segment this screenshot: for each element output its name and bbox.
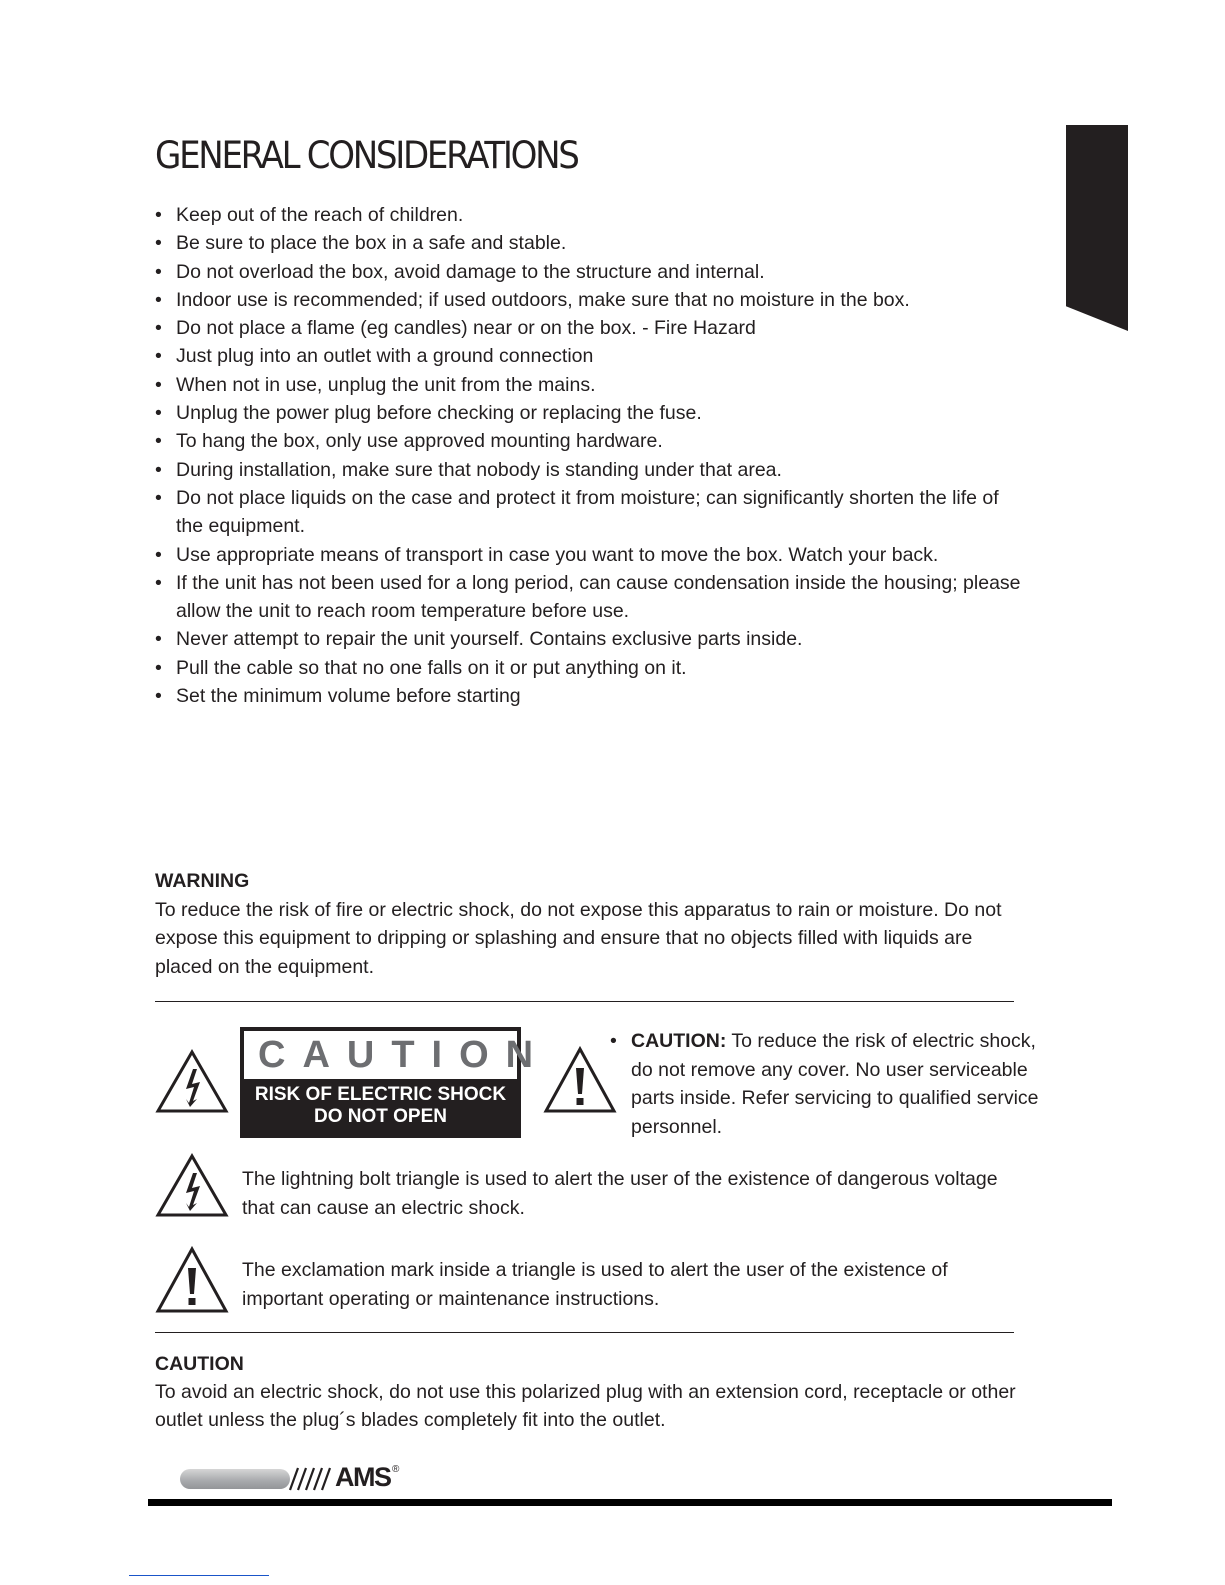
divider bbox=[155, 1332, 1014, 1333]
warning-heading: WARNING bbox=[155, 870, 250, 892]
caution-note bbox=[610, 1027, 1051, 1141]
list-item: • When not in use, unplug the unit from the mains. bbox=[155, 371, 1025, 399]
registered-mark: ® bbox=[392, 1464, 400, 1475]
lightning-warning-icon bbox=[155, 1153, 229, 1218]
list-item: • Unplug the power plug before checking or replacing the fuse. bbox=[155, 399, 1025, 427]
caution-label-title: CAUTION bbox=[244, 1031, 517, 1079]
caution-label bbox=[240, 1027, 551, 1138]
list-item: • Never attempt to repair the unit yourself. Contains exclusive parts inside. bbox=[155, 625, 1025, 653]
exclamation-warning-icon bbox=[543, 1046, 617, 1114]
caution-text: To avoid an electric shock, do not use this polarized plug with an extension cord, receptacle or other outlet unless the plug´s blades completely fit into the outlet. bbox=[155, 1381, 1016, 1432]
caution-heading: CAUTION bbox=[155, 1353, 244, 1375]
list-item: • Keep out of the reach of children. bbox=[155, 201, 1025, 229]
list-item: • Set the minimum volume before starting bbox=[155, 682, 1025, 710]
page-title: GENERAL CONSIDERATIONS bbox=[155, 134, 578, 177]
caution-label-line1: RISK OF ELECTRIC SHOCK bbox=[254, 1084, 507, 1105]
exclamation-explanation: The exclamation mark inside a triangle is used to alert the user of the existence of important operating or maintenance instructions. bbox=[242, 1259, 948, 1310]
list-item: • During installation, make sure that nobody is standing under that area. bbox=[155, 456, 1025, 484]
list-item: • Do not place a flame (eg candles) near or on the box. - Fire Hazard bbox=[155, 314, 1025, 342]
warning-text: To reduce the risk of fire or electric shock, do not expose this apparatus to rain or moisture. Do not expose this equipment to dripping or splashing and ensure that no objects filled with liquids are placed on the equipment. bbox=[155, 899, 1002, 978]
list-item: • To hang the box, only use approved mounting hardware. bbox=[155, 427, 1025, 455]
considerations-list bbox=[155, 201, 1025, 710]
caution-note-text: To reduce the risk of electric shock, do not remove any cover. No user serviceable parts inside. Refer servicing to qualified service personnel. bbox=[631, 1030, 1039, 1138]
list-item: • Pull the cable so that no one falls on it or put anything on it. bbox=[155, 654, 1025, 682]
caution-label-line2: DO NOT OPEN bbox=[313, 1106, 447, 1127]
footer-rule bbox=[148, 1499, 1112, 1506]
section-tab-marker bbox=[1066, 125, 1128, 331]
list-item: • Use appropriate means of transport in case you want to move the box. Watch your back. bbox=[155, 541, 1025, 569]
brand-logo: AMS bbox=[335, 1462, 391, 1492]
list-item: • Be sure to place the box in a safe and stable. bbox=[155, 229, 1025, 257]
list-item: • Do not place liquids on the case and protect it from moisture; can significantly shorten the life of the equipment. bbox=[155, 484, 1025, 541]
caution-note-label: CAUTION: bbox=[631, 1030, 727, 1052]
list-item: • If the unit has not been used for a long period, can cause condensation inside the housing; please allow the unit to reach room temperature before use. bbox=[155, 569, 1025, 626]
list-item: • Do not overload the box, avoid damage to the structure and internal. bbox=[155, 258, 1025, 286]
exclamation-warning-icon bbox=[155, 1246, 229, 1314]
lightning-warning-icon bbox=[155, 1049, 229, 1114]
bottom-underline bbox=[129, 1575, 269, 1576]
list-item: • Indoor use is recommended; if used outdoors, make sure that no moisture in the box. bbox=[155, 286, 1025, 314]
logo-swoosh bbox=[180, 1469, 290, 1489]
list-item: • Just plug into an outlet with a ground connection bbox=[155, 342, 1025, 370]
lightning-explanation: The lightning bolt triangle is used to alert the user of the existence of dangerous voltage that can cause an electric shock. bbox=[242, 1168, 998, 1219]
logo-slashes-icon bbox=[288, 1466, 338, 1492]
divider bbox=[155, 1001, 1014, 1002]
